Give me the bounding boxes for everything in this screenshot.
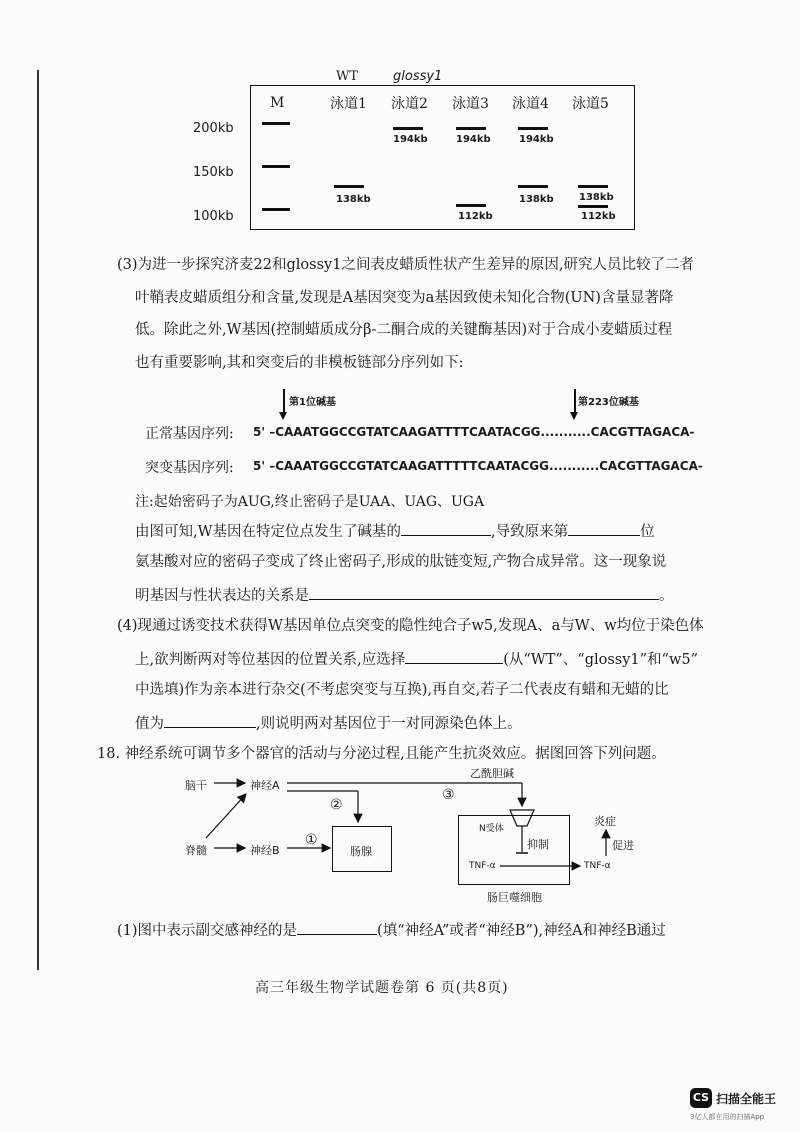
band-label: 194kb	[519, 134, 554, 145]
q18-sub1	[117, 922, 666, 939]
marker-3: ③	[442, 787, 455, 803]
position-223-label: 第223位碱基	[578, 397, 639, 408]
brainstem-label: 脑干	[185, 779, 207, 792]
normal-seq: 5' –CAAATGGCCGTATCAAGATTTTCAATACGG...........CACGTTAGACA-	[253, 425, 695, 439]
acetylcholine-label: 乙酰胆碱	[470, 767, 514, 780]
mutant-seq: 5' –CAAATGGCCGTATCAAGATTTTTCAATACGG...........CACGTTAGACA-	[253, 459, 703, 473]
band-label: 194kb	[393, 134, 428, 145]
page-footer: 高三年级生物学试题卷第 6 页(共8页)	[255, 980, 509, 996]
spinal-cord-label: 脊髓	[185, 844, 207, 857]
band-label: 138kb	[519, 194, 554, 205]
q4-text: 上,欲判断两对等位基因的位置关系,应选择	[135, 652, 406, 668]
position-1-label: 第1位碱基	[289, 397, 336, 408]
q3-line3: 低。除此之外,W基因(控制蜡质成分β-二酮合成的关键酶基因)对于合成小麦蜡质过程	[135, 322, 673, 338]
size-mark-150: 150kb	[193, 165, 234, 180]
q3-line1: (3)为进一步探究济麦22和glossy1之间表皮蜡质性状产生差异的原因,研究人员比较了二者	[117, 257, 695, 273]
wt-label: WT	[336, 69, 359, 84]
q4-text: ,则说明两对基因位于一对同源染色体上。	[256, 716, 522, 732]
lane-label: 泳道3	[452, 96, 489, 112]
q4-text: (从“WT”、“glossy1”和“w5”	[503, 652, 699, 668]
band-label: 138kb	[336, 194, 371, 205]
q4-text: 值为	[135, 716, 164, 732]
lane-label: 泳道5	[572, 96, 609, 112]
q3-line2: 叶鞘表皮蜡质组分和含量,发现是A基因突变为a基因致使未知化合物(UN)含量显著降	[135, 290, 674, 306]
nerve-a-label: 神经A	[250, 779, 280, 792]
glossy1-label: glossy1	[393, 69, 443, 84]
macrophage-box	[458, 815, 570, 885]
lane-label: 泳道2	[391, 96, 428, 112]
camscanner-tagline: 3亿人都在用的扫描App	[690, 1113, 765, 1121]
normal-seq-label: 正常基因序列:	[145, 426, 234, 442]
answer-blank[interactable]	[297, 922, 377, 935]
lane-label: 泳道1	[330, 96, 367, 112]
mutant-seq-label: 突变基因序列:	[145, 460, 234, 476]
lane-label: 泳道4	[512, 96, 549, 112]
marker-2: ②	[330, 797, 343, 813]
inhibit-label: 抑制	[527, 838, 549, 851]
marker-1: ①	[305, 832, 318, 848]
size-mark-200: 200kb	[193, 121, 234, 136]
tnf-outside-label: TNF-α	[584, 861, 611, 871]
q18-text: (1)图中表示副交感神经的是	[117, 923, 298, 939]
promote-label: 促进	[612, 839, 634, 852]
inflammation-label: 炎症	[594, 815, 616, 828]
nerve-b-label: 神经B	[250, 844, 280, 857]
q18-stem: 18. 神经系统可调节多个器官的活动与分泌过程,且能产生抗炎效应。据图回答下列问题。	[97, 746, 666, 762]
camscanner-logo-icon: CS	[690, 1088, 712, 1108]
q3-line4: 也有重要影响,其和突变后的非模板链部分序列如下:	[135, 355, 464, 371]
q3-text: 。	[659, 588, 674, 604]
codon-note: 注:起始密码子为AUG,终止密码子是UAA、UAG、UGA	[135, 494, 485, 510]
size-mark-100: 100kb	[193, 209, 234, 224]
q3-text: 位	[640, 524, 655, 540]
q3-answer-line2: 氨基酸对应的密码子变成了终止密码子,形成的肽链变短,产物合成异常。这一现象说	[135, 554, 667, 570]
q18-text: (填“神经A”或者“神经B”),神经A和神经B通过	[377, 923, 666, 939]
n-receptor-label: N受体	[479, 824, 504, 834]
camscanner-name: 扫描全能王	[716, 1092, 777, 1106]
lane-label: M	[270, 95, 285, 111]
q3-text: 明基因与性状表达的关系是	[135, 588, 309, 604]
q3-text: ,导致原来第	[491, 524, 569, 540]
intestinal-gland-label: 肠腺	[350, 845, 372, 858]
q4-line1: (4)现通过诱变技术获得W基因单位点突变的隐性纯合子w5,发现A、a与W、w均位于染色体	[117, 618, 704, 634]
band-label: 194kb	[456, 134, 491, 145]
q3-text: 由图可知,W基因在特定位点发生了碱基的	[135, 524, 402, 540]
band-label: 112kb	[458, 211, 493, 222]
q4-line3: 中选填)作为亲本进行杂交(不考虑突变与互换),再自交,若子二代表皮有蜡和无蜡的比	[135, 682, 669, 698]
band-label: 138kb	[579, 192, 614, 203]
band-label: 112kb	[581, 211, 616, 222]
macrophage-label: 肠巨噬细胞	[487, 891, 542, 904]
tnf-inside-label: TNF-α	[469, 861, 496, 871]
